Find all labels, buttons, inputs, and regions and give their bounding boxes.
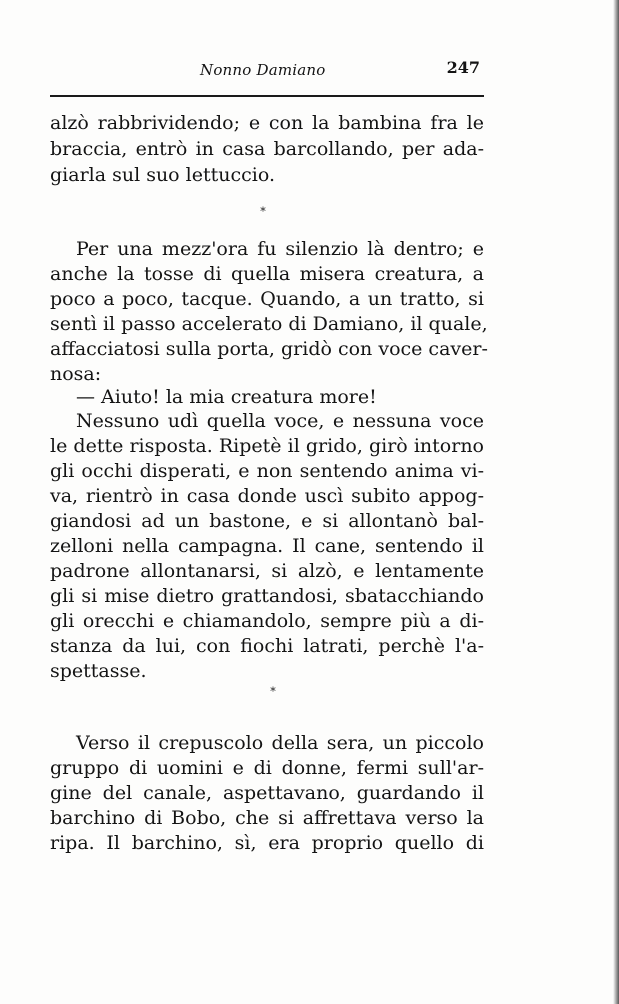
text-line: padrone allontanarsi, si alzò, e lentamente (50, 560, 484, 582)
text-line: alzò rabbrividendo; e con la bambina fra le (50, 112, 484, 134)
text-line: va, rientrò in casa donde uscì subito appog- (50, 485, 484, 507)
dialogue-line: — Aiuto! la mia creatura more! (76, 386, 377, 408)
page-header (50, 55, 480, 91)
text-line: gli si mise dietro grattandosi, sbatacchiando (50, 585, 484, 607)
running-title: Nonno Damiano (200, 61, 326, 79)
text-line: zelloni nella campagna. Il cane, sentendo il (50, 535, 484, 557)
text-line: ripa. Il barchino, sì, era proprio quello di (50, 832, 484, 854)
text-line: gine del canale, aspettavano, guardando il (50, 782, 484, 804)
text-line: giarla sul suo lettuccio. (50, 164, 275, 186)
header-rule (50, 95, 484, 97)
text-line: Verso il crepuscolo della sera, un piccolo (76, 732, 484, 754)
page-number: 247 (446, 58, 480, 77)
section-separator: * (260, 205, 266, 218)
text-line: stanza da lui, con fiochi latrati, perchè l'a- (50, 635, 484, 657)
page-edge-shadow (613, 0, 619, 1004)
text-line: gli orecchi e chiamandolo, sempre più a di- (50, 610, 484, 632)
text-line: poco a poco, tacque. Quando, a un tratto, si (50, 288, 484, 310)
text-line: Nessuno udì quella voce, e nessuna voce (76, 410, 484, 432)
text-line: braccia, entrò in casa barcollando, per ada- (50, 138, 484, 160)
text-line: anche la tosse di quella misera creatura, a (50, 263, 484, 285)
text-line: affacciatosi sulla porta, gridò con voce caver- (50, 338, 488, 360)
text-line: barchino di Bobo, che si affrettava verso la (50, 807, 484, 829)
text-line: sentì il passo accelerato di Damiano, il quale, (50, 313, 488, 335)
text-line: le dette risposta. Ripetè il grido, girò intorno (50, 435, 484, 457)
text-line: gli occhi disperati, e non sentendo anima vi- (50, 460, 484, 482)
text-line: giandosi ad un bastone, e si allontanò bal- (50, 510, 484, 532)
text-line: spettasse. (50, 660, 147, 682)
section-separator: * (270, 685, 276, 698)
text-line: gruppo di uomini e di donne, fermi sull'ar- (50, 757, 484, 779)
text-line: Per una mezz'ora fu silenzio là dentro; e (76, 238, 484, 260)
text-line: nosa: (50, 363, 102, 385)
